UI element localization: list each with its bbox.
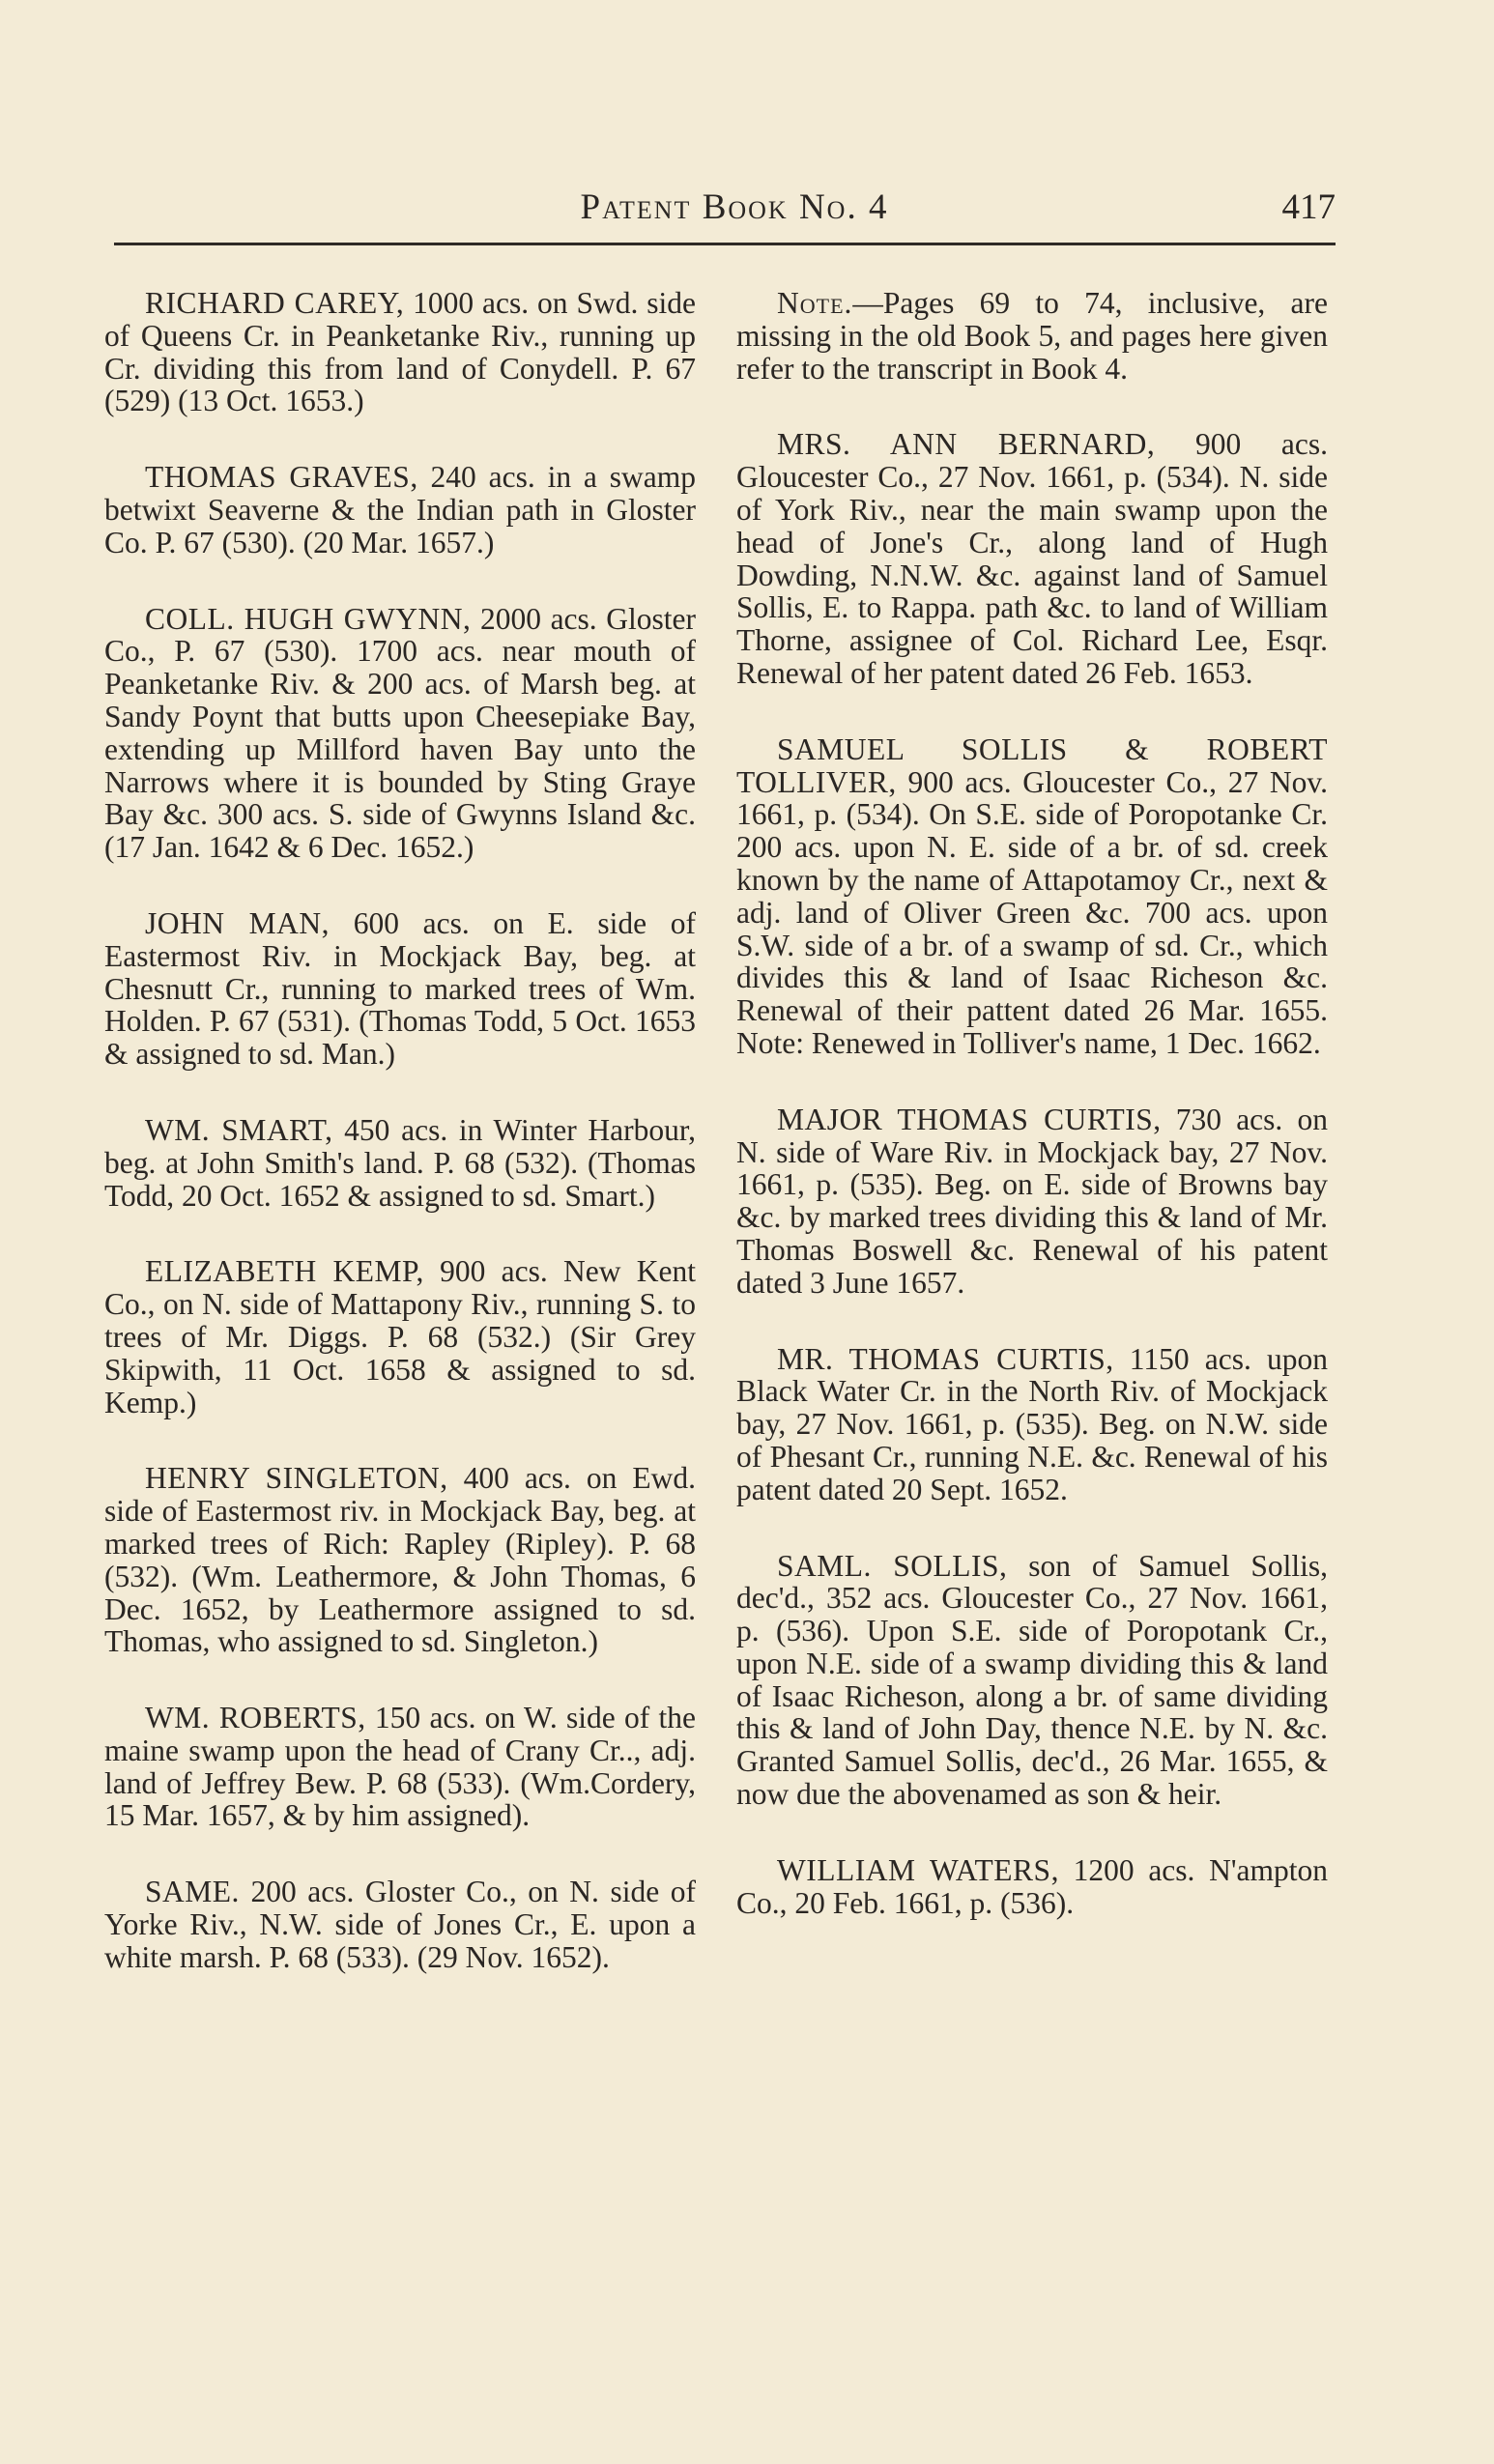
- patent-entry: [736, 1103, 1328, 1300]
- patent-entry: [736, 1854, 1328, 1920]
- entry-text: 450 acs. in Winter Harbour, beg. at John Smith's land. P. 68 (532). (Thomas Todd, 20 Oct. 1652 & assigned to sd. Smart.): [104, 1112, 696, 1213]
- patent-entry: [104, 287, 696, 417]
- patent-entry: [736, 428, 1328, 689]
- right-column: [736, 287, 1328, 1963]
- entry-name: RICHARD CAREY,: [145, 286, 405, 320]
- patent-entry: [736, 1550, 1328, 1811]
- note-text: —Pages 69 to 74, inclusive, are missing in the old Book 5, and pages here given refer to the transcript in Book 4.: [736, 286, 1328, 386]
- entry-text: 240 acs. in a swamp betwixt Seaverne & the Indian path in Gloster Co. P. 67 (530). (20 Mar. 1657.): [104, 460, 697, 559]
- patent-entry: [104, 461, 696, 559]
- entry-name: MR. THOMAS CURTIS,: [777, 1341, 1114, 1376]
- header-rule: [114, 243, 1336, 245]
- patent-entry: [104, 1255, 696, 1418]
- entry-text: 400 acs. on Ewd. side of Eastermost riv. in Mockjack Bay, beg. at marked trees of Rich: Rapley (Ripley). P. 68 (532). (Wm. Leathermore, & John Thomas, 6 Dec. 1652, by Leathermore assigned to sd. Thomas, who assigned to sd. Singleton.): [104, 1461, 696, 1659]
- patent-entry: [736, 1343, 1328, 1506]
- entry-name: SAMUEL SOLLIS & ROBERT TOLLIVER,: [736, 731, 1328, 799]
- patent-entry: [104, 1462, 696, 1658]
- entry-name: HENRY SINGLETON,: [145, 1461, 448, 1496]
- page-header: [114, 184, 1336, 242]
- entry-name: ELIZABETH KEMP,: [145, 1254, 424, 1289]
- entry-name: WM. ROBERTS,: [145, 1701, 366, 1735]
- entry-text: 900 acs. New Kent Co., on N. side of Mattapony Riv., running S. to trees of Mr. Diggs. P. 68 (532.) (Sir Grey Skipwith, 11 Oct. 1658 & assigned to sd. Kemp.): [104, 1254, 696, 1419]
- entry-text: 150 acs. on W. side of the maine swamp upon the head of Crany Cr.., adj. land of Jeffrey Bew. P. 68 (533). (Wm.Cordery, 15 Mar. 1657, & by him assigned).: [104, 1701, 696, 1833]
- entry-name: WM. SMART,: [145, 1112, 333, 1147]
- patent-entry: [104, 1114, 696, 1212]
- patent-entry: [104, 907, 696, 1071]
- patent-entry: [104, 1876, 696, 1973]
- entry-name: JOHN MAN,: [145, 905, 330, 940]
- entry-name: SAML. SOLLIS,: [777, 1548, 1008, 1583]
- entry-text: 2000 acs. Gloster Co., P. 67 (530). 1700 acs. near mouth of Peanketanke Riv. & 200 acs. of Marsh beg. at Sandy Poynt that butts upon Cheesepiake Bay, extending up Millford haven Bay unto the Narrows where it is bounded by Sting Graye Bay &c. 300 acs. S. side of Gwynns Island &c. (17 Jan. 1642 & 6 Dec. 1652.): [104, 601, 696, 865]
- entry-text: 600 acs. on E. side of Eastermost Riv. in Mockjack Bay, beg. at Chesnutt Cr., running to marked trees of Wm. Holden. P. 67 (531). (Thomas Todd, 5 Oct. 1653 & assigned to sd. Man.): [104, 905, 696, 1072]
- entry-text: 900 acs. Gloucester Co., 27 Nov. 1661, p. (534). On S.E. side of Poropotanke Cr. 200 acs. upon N. E. side of a br. of sd. creek known by the name of Attapotamoy Cr., next & adj. land of Oliver Green &c. 700 acs. upon S.W. side of a br. of a swamp of sd. Cr., which divides this & land of Isaac Richeson &c. Renewal of their pattent dated 26 Mar. 1655. Note: Renewed in Tolliver's name, 1 Dec. 1662.: [736, 764, 1328, 1060]
- entry-text: 1150 acs. upon Black Water Cr. in the North Riv. of Mockjack bay, 27 Nov. 1661, p. (535). Beg. on N.W. side of Phesant Cr., running N.E. &c. Renewal of his patent dated 20 Sept. 1652.: [736, 1341, 1328, 1506]
- patent-entry: [736, 733, 1328, 1060]
- entry-text: 730 acs. on N. side of Ware Riv. in Mockjack bay, 27 Nov. 1661, p. (535). Beg. on E. side of Browns bay &c. by marked trees dividing this & land of Mr. Thomas Boswell &c. Renewal of his patent dated 3 June 1657.: [736, 1102, 1328, 1300]
- editorial-note: [736, 287, 1328, 385]
- running-title: Patent Book No. 4: [580, 187, 889, 227]
- note-label: Note.: [777, 286, 853, 320]
- entry-text: son of Samuel Sollis, dec'd., 352 acs. Gloucester Co., 27 Nov. 1661, p. (536). Upon S.E. side of Poropotank Cr., upon N.E. side of a swamp dividing this & land of Isaac Richeson, along a br. of same dividing this & land of John Day, thence N.E. by N. &c. Granted Samuel Sollis, dec'd., 26 Mar. 1655, & now due the abovenamed as son & heir.: [736, 1548, 1329, 1812]
- entry-text: 200 acs. Gloster Co., on N. side of Yorke Riv., N.W. side of Jones Cr., E. upon a white marsh. P. 68 (533). (29 Nov. 1652).: [104, 1875, 696, 1974]
- entry-name: SAME.: [145, 1875, 240, 1909]
- entry-name: WILLIAM WATERS,: [777, 1852, 1059, 1887]
- entry-name: MAJOR THOMAS CURTIS,: [777, 1102, 1162, 1136]
- entry-name: THOMAS GRAVES,: [145, 460, 418, 495]
- entry-text: 1200 acs. N'ampton Co., 20 Feb. 1661, p. (536).: [736, 1852, 1328, 1920]
- patent-entry: [104, 603, 696, 864]
- entry-text: 900 acs. Gloucester Co., 27 Nov. 1661, p. (534). N. side of York Riv., near the main swamp upon the head of Jone's Cr., along land of Hugh Dowding, N.N.W. &c. against land of Samuel Sollis, E. to Rappa. path &c. to land of William Thorne, assignee of Col. Richard Lee, Esqr. Renewal of her patent dated 26 Feb. 1653.: [736, 427, 1328, 690]
- entry-name: COLL. HUGH GWYNN,: [145, 601, 472, 636]
- entry-name: MRS. ANN BERNARD,: [777, 427, 1156, 462]
- patent-entry: [104, 1702, 696, 1832]
- left-column: [104, 287, 696, 2018]
- entry-text: 1000 acs. on Swd. side of Queens Cr. in Peanketanke Riv., running up Cr. dividing this from land of Conydell. P. 67 (529) (13 Oct. 1653.): [104, 286, 696, 418]
- page-number: 417: [1281, 187, 1336, 227]
